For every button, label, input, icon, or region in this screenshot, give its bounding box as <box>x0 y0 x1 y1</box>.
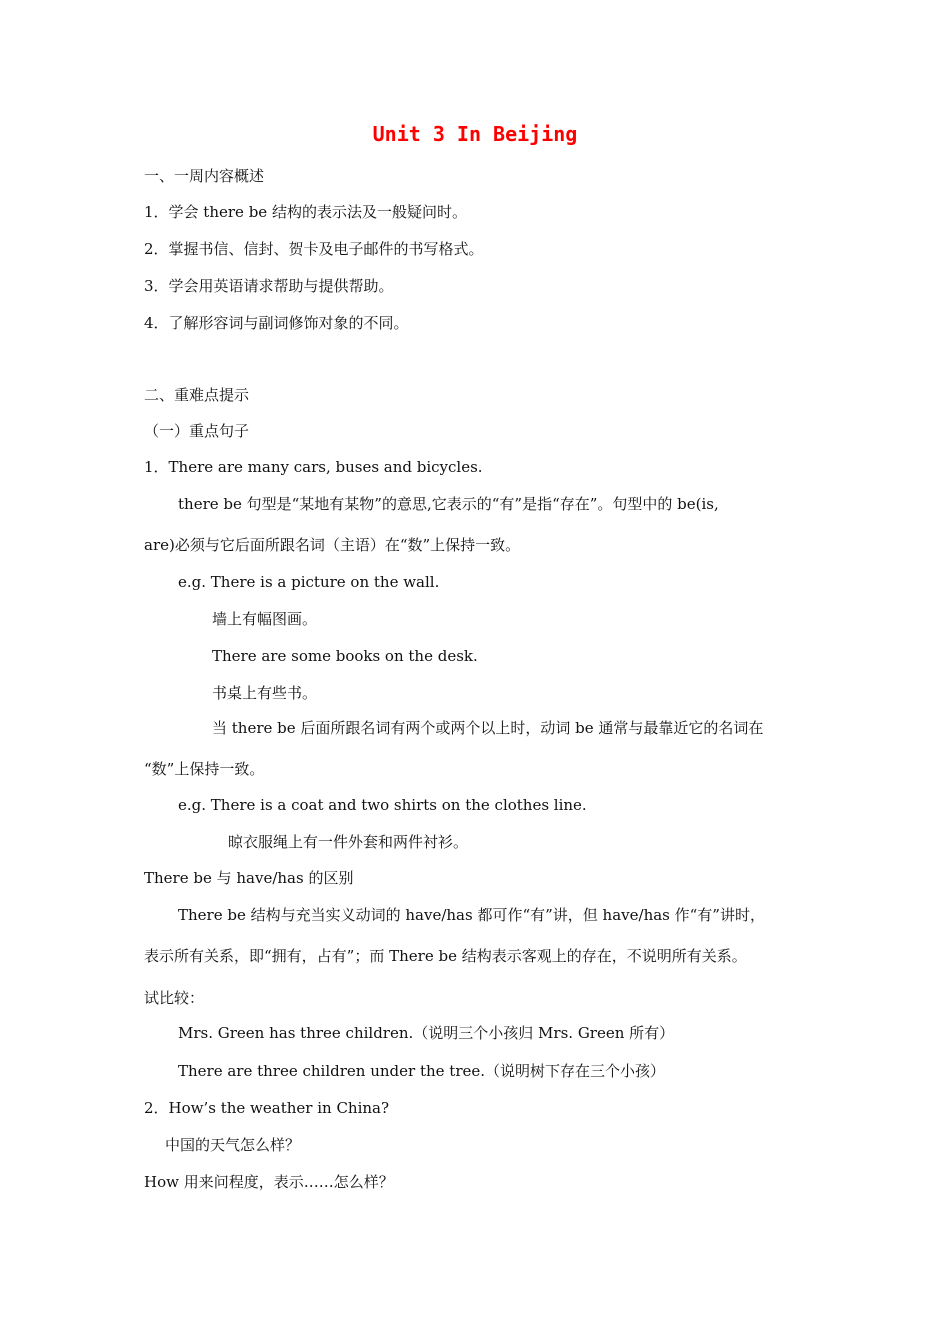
example-translation: 晾衣服绳上有一件外套和两件衬衫。 <box>228 833 469 851</box>
example-sentence: e.g. There is a picture on the wall. <box>178 573 440 591</box>
explanation-paragraph-line: “数”上保持一致。 <box>144 760 265 778</box>
section-heading-overview: 一、一周内容概述 <box>144 167 265 185</box>
comparison-heading: There be 与 have/has 的区别 <box>144 869 354 887</box>
explanation-paragraph-line: 当 there be 后面所跟名词有两个或两个以上时，动词 be 通常与最靠近它的名词在 <box>212 719 764 737</box>
overview-item-4: 4．了解形容词与副词修饰对象的不同。 <box>144 314 409 332</box>
key-sentence-2-translation: 中国的天气怎么样？ <box>165 1136 301 1154</box>
document-title: Unit 3 In Beijing <box>372 122 578 146</box>
explanation-paragraph-line: there be 句型是“某地有某物”的意思,它表示的“有”是指“存在”。句型中的 be(is, <box>178 495 719 513</box>
example-sentence: e.g. There is a coat and two shirts on the clothes line. <box>178 796 587 814</box>
key-sentence-2: 2．How’s the weather in China? <box>144 1099 390 1117</box>
comparison-example: There are three children under the tree.（说明树下存在三个小孩） <box>178 1062 666 1080</box>
comparison-paragraph-line: 表示所有关系，即“拥有，占有”；而 There be 结构表示客观上的存在，不说明所有关系。 <box>144 947 747 965</box>
comparison-paragraph-line: There be 结构与充当实义动词的 have/has 都可作“有”讲，但 have/has 作“有”讲时， <box>178 906 765 924</box>
explanation-paragraph-line: are)必须与它后面所跟名词（主语）在“数”上保持一致。 <box>144 536 521 554</box>
overview-item-1: 1．学会 there be 结构的表示法及一般疑问时。 <box>144 203 467 221</box>
key-sentence-1: 1．There are many cars, buses and bicycles. <box>144 458 483 476</box>
comparison-example: Mrs. Green has three children.（说明三个小孩归 Mrs. Green 所有） <box>178 1024 675 1042</box>
overview-item-2: 2．掌握书信、信封、贺卡及电子邮件的书写格式。 <box>144 240 484 258</box>
overview-item-3: 3．学会用英语请求帮助与提供帮助。 <box>144 277 394 295</box>
example-translation: 墙上有幅图画。 <box>212 610 318 628</box>
explanation-paragraph-line: How 用来问程度，表示……怎么样？ <box>144 1173 394 1191</box>
example-sentence: There are some books on the desk. <box>212 647 478 665</box>
comparison-prompt: 试比较： <box>144 989 205 1007</box>
section-heading-key-points: 二、重难点提示 <box>144 386 250 404</box>
example-translation: 书桌上有些书。 <box>212 684 318 702</box>
subsection-heading-key-sentences: （一）重点句子 <box>144 422 250 440</box>
